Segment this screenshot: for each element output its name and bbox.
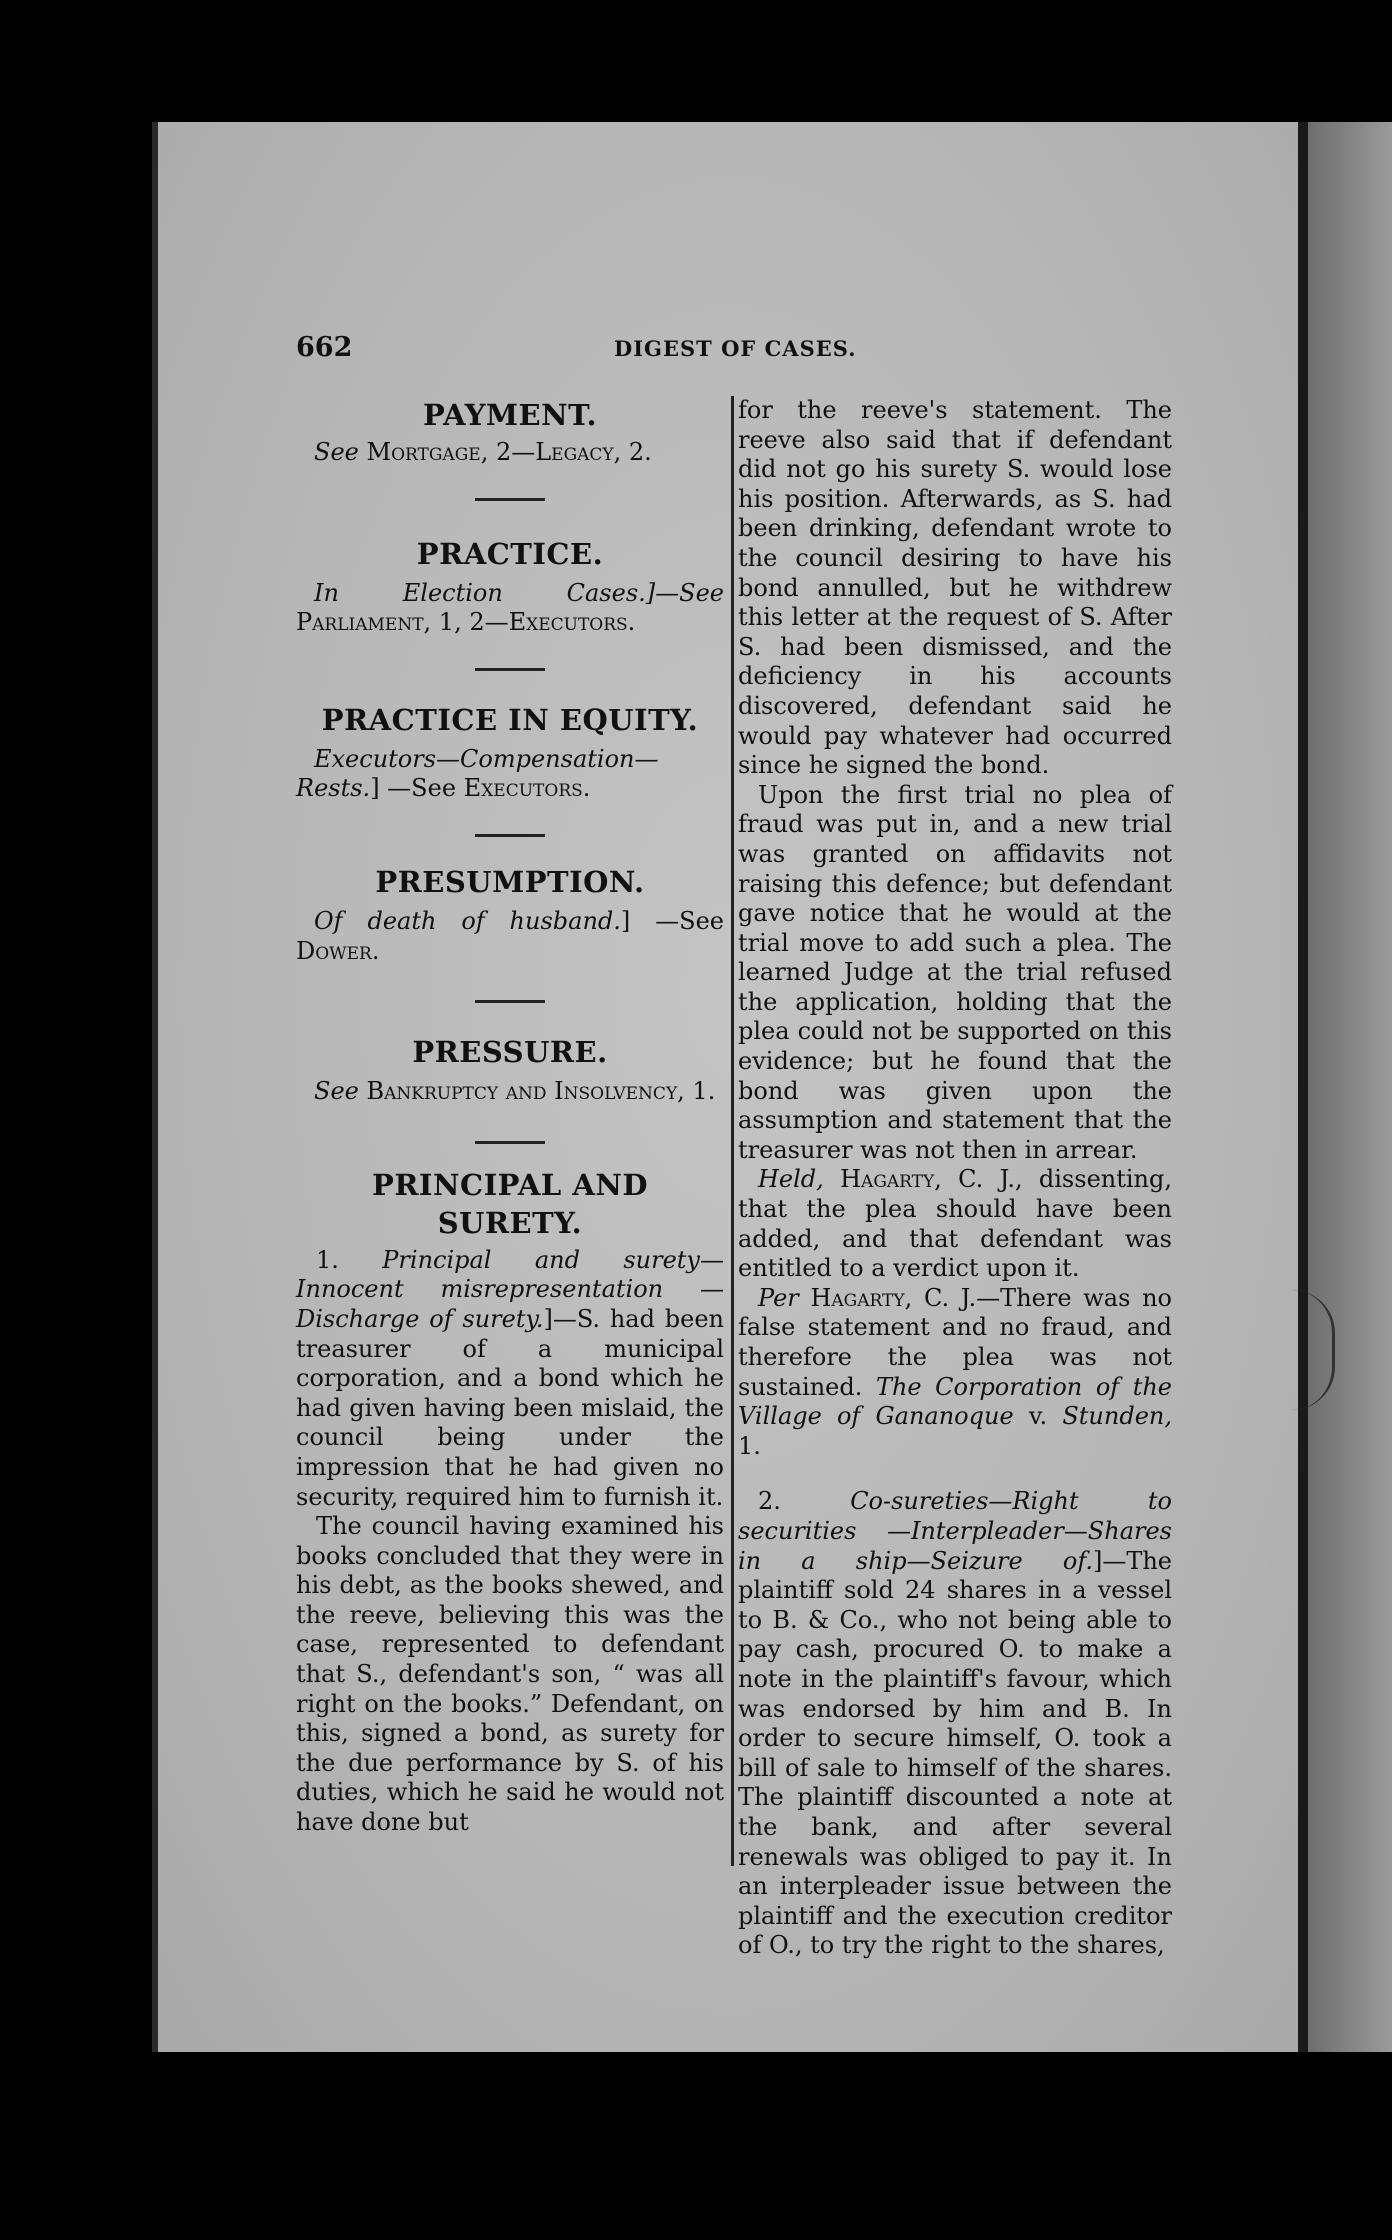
heading-payment: PAYMENT.: [422, 398, 598, 432]
case-name: The Corporation of the Village of Gananoque: [738, 1372, 1172, 1431]
case-1-per: Per Hagarty, C. J.—There was no false statement and no fraud, and therefore the plea was not sustained. The Corporation of the Village of Gananoque v. Stunden, 1.: [738, 1283, 1173, 1460]
section-rule: [475, 834, 545, 837]
section-rule: [475, 668, 545, 671]
case-1-text: 1. Principal and surety—Innocent misrepresentation —Discharge of surety.]—S. had been treasurer of a municipal corporation, and a bond which he had given having been mislaid, the council being under the impression that he had given no security, required him to furnish it.: [296, 1245, 724, 1511]
left-column: [296, 396, 724, 1838]
case-1-held: Held, Hagarty, C. J., dissenting, that the plea should have been added, and that defendant was entitled to a verdict upon it.: [738, 1165, 1172, 1283]
column-divider: [731, 396, 734, 1866]
facing-page-edge: [1308, 122, 1392, 2052]
case-1-trial-paragraph: Upon the first trial no plea of fraud was put in, and a new trial was granted on affidavits not raising this defence; but defendant gave notice that he would at the trial move to add such a plea. The learned Judge at the trial refused the application, holding that the plea could not be supported on this evidence; but he found that the bond was given upon the assumption and statement that the treasurer was not then in arrear.: [738, 780, 1172, 1164]
heading-presumption: PRESUMPTION.: [375, 864, 645, 899]
heading-practice: PRACTICE.: [416, 536, 604, 571]
book-spine: [1298, 122, 1308, 2052]
xref-payment: See Mortgage, 2—Legacy, 2.: [314, 438, 652, 466]
xref-pressure: See Bankruptcy and Insolvency, 1.: [314, 1077, 716, 1106]
page-number: 662: [296, 332, 353, 363]
section-rule: [475, 1000, 545, 1003]
heading-practice-equity: PRACTICE IN EQUITY.: [321, 702, 699, 737]
case-1-text-continued: The council having examined his books concluded that they were in his debt, as the books shewed, and the reeve, believing this was the case, represented to defendant that S., defendant's son, “ was all right on the books.” Defendant, on this, signed a bond, as surety for the due performance by S. of his duties, which he said he would not have done but: [296, 1512, 724, 1837]
xref-practice-equity: Executors—Compensation—Rests.] —See Executors.: [296, 744, 659, 803]
case-2-text: 2. Co-sureties—Right to securities —Interpleader—Shares in a ship—Seizure of.]—The plaintiff sold 24 shares in a vessel to B. & Co., who not being able to pay cash, procured O. to make a note in the plaintiff's favour, which was endorsed by him and B. In order to secure himself, O. took a bill of sale to himself of the shares. The plaintiff discounted a note at the bank, and after several renewals was obliged to pay it. In an interpleader issue between the plaintiff and the execution creditor of O., to try the right to the shares,: [738, 1487, 1172, 1960]
running-head: [296, 332, 1196, 372]
running-title: DIGEST OF CASES.: [614, 336, 857, 361]
heading-principal-surety: PRINCIPAL AND SURETY.: [372, 1167, 648, 1240]
heading-pressure: PRESSURE.: [412, 1035, 608, 1070]
section-rule: [475, 1141, 545, 1144]
section-rule: [475, 498, 545, 501]
xref-practice: In Election Cases.]—See Parliament, 1, 2—Executors.: [296, 578, 724, 637]
xref-presumption: Of death of husband.] —See Dower.: [296, 906, 724, 965]
case-1-continued: for the reeve's statement. The reeve also said that if defendant did not go his surety S. would lose his position. Afterwards, as S. had been drinking, defendant wrote to the council desiring to have his bond annulled, but he withdrew this letter at the request of S. After S. had been dismissed, and the deficiency in his accounts discovered, defendant said he would pay whatever had occurred since he signed the bond.: [738, 396, 1172, 780]
right-column: [738, 396, 1172, 1961]
